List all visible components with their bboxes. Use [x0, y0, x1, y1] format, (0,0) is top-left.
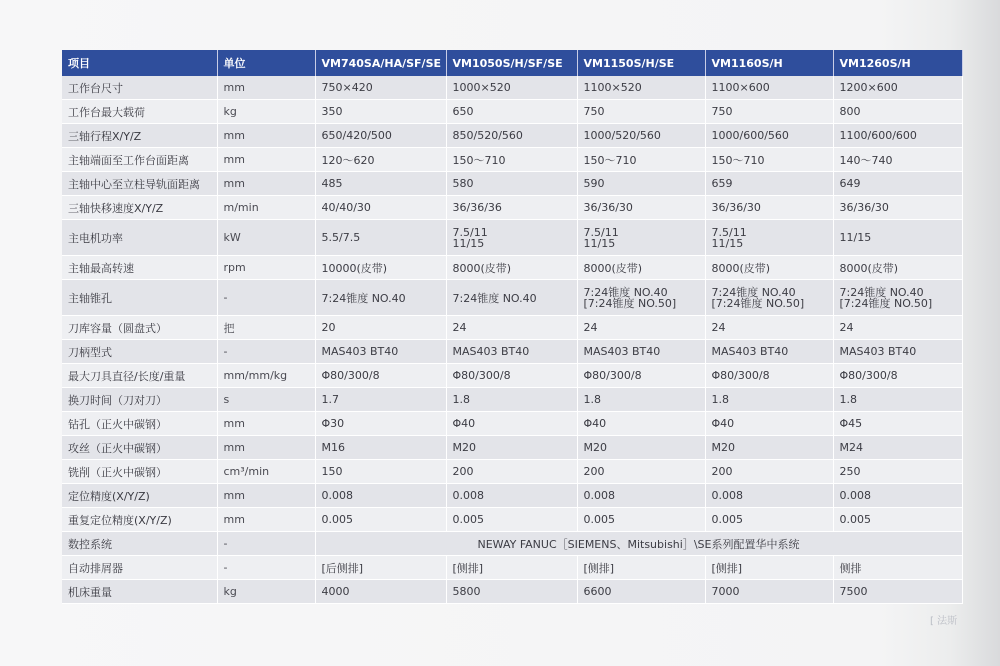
row-unit: -: [217, 280, 315, 316]
cell-line: 11/15: [583, 236, 616, 250]
cell-line: 7:24锥度 NO.40: [583, 285, 668, 299]
row-item-label: 主轴锥孔: [62, 280, 217, 316]
table-cell: NEWAY FANUC［SIEMENS、Mitsubishi］\SE系列配置华中系统: [315, 532, 962, 556]
table-cell: Φ80/300/8: [833, 364, 962, 388]
row-unit: 把: [217, 316, 315, 340]
cell-line: 11/15: [452, 236, 485, 250]
table-row: [62, 124, 962, 148]
row-item-label: 换刀时间（刀对刀）: [62, 388, 217, 412]
table-cell: [后侧排]: [315, 556, 446, 580]
table-cell: 7000: [705, 580, 833, 604]
table-cell: Φ80/300/8: [315, 364, 446, 388]
table-cell: 8000(皮带): [446, 256, 577, 280]
table-cell: 150: [315, 460, 446, 484]
table-row: [62, 220, 962, 256]
table-cell: 590: [577, 172, 705, 196]
table-cell: 0.005: [833, 508, 962, 532]
column-header: VM1050S/H/SF/SE: [446, 50, 577, 76]
table-cell: [446, 220, 577, 256]
table-cell: [577, 280, 705, 316]
row-unit: s: [217, 388, 315, 412]
row-unit: mm: [217, 508, 315, 532]
row-unit: kg: [217, 100, 315, 124]
table-cell: MAS403 BT40: [833, 340, 962, 364]
table-cell: 750: [705, 100, 833, 124]
table-cell: MAS403 BT40: [577, 340, 705, 364]
table-cell: [577, 220, 705, 256]
row-unit: kg: [217, 580, 315, 604]
table-cell: 800: [833, 100, 962, 124]
table-cell: [446, 280, 577, 316]
cell-line: [7:24锥度 NO.50]: [711, 296, 805, 310]
table-cell: 1.7: [315, 388, 446, 412]
row-item-label: 三轴行程X/Y/Z: [62, 124, 217, 148]
cell-line: 7.5/11: [583, 225, 619, 239]
table-cell: [侧排]: [705, 556, 833, 580]
table-cell: 5800: [446, 580, 577, 604]
table-cell: 6600: [577, 580, 705, 604]
table-cell: 8000(皮带): [705, 256, 833, 280]
table-cell: M20: [446, 436, 577, 460]
row-unit: mm: [217, 124, 315, 148]
table-row: [62, 256, 962, 280]
cell-line: 7:24锥度 NO.40: [839, 285, 924, 299]
table-cell: 10000(皮带): [315, 256, 446, 280]
spec-table: [62, 50, 963, 604]
table-cell: 150～710: [705, 148, 833, 172]
table-row: [62, 580, 962, 604]
table-cell: 120～620: [315, 148, 446, 172]
table-cell: 0.008: [577, 484, 705, 508]
row-item-label: 主电机功率: [62, 220, 217, 256]
cell-line: 7.5/11: [711, 225, 747, 239]
table-cell: [833, 220, 962, 256]
table-row: [62, 100, 962, 124]
table-cell: 1200×600: [833, 76, 962, 100]
row-item-label: 钻孔（正火中碳钢）: [62, 412, 217, 436]
table-cell: 250: [833, 460, 962, 484]
cell-line: 5.5/7.5: [321, 231, 361, 244]
table-cell: 1.8: [833, 388, 962, 412]
row-unit: rpm: [217, 256, 315, 280]
table-row: [62, 148, 962, 172]
table-cell: M16: [315, 436, 446, 460]
table-cell: 140～740: [833, 148, 962, 172]
table-cell: 850/520/560: [446, 124, 577, 148]
table-row: [62, 532, 962, 556]
table-cell: 485: [315, 172, 446, 196]
table-cell: [侧排]: [577, 556, 705, 580]
table-cell: 150～710: [446, 148, 577, 172]
table-cell: Φ80/300/8: [705, 364, 833, 388]
table-cell: 1.8: [446, 388, 577, 412]
table-row: [62, 316, 962, 340]
row-item-label: 主轴端面至工作台面距离: [62, 148, 217, 172]
table-cell: 7500: [833, 580, 962, 604]
table-cell: 0.005: [446, 508, 577, 532]
row-item-label: 最大刀具直径/长度/重量: [62, 364, 217, 388]
table-cell: 650/420/500: [315, 124, 446, 148]
row-unit: mm: [217, 484, 315, 508]
row-item-label: 工作台最大载荷: [62, 100, 217, 124]
table-cell: 36/36/30: [705, 196, 833, 220]
table-row: [62, 436, 962, 460]
table-cell: 750: [577, 100, 705, 124]
table-cell: [315, 280, 446, 316]
table-cell: MAS403 BT40: [315, 340, 446, 364]
column-header: 项目: [62, 50, 217, 76]
table-row: [62, 412, 962, 436]
row-item-label: 主轴中心至立柱导轨面距离: [62, 172, 217, 196]
table-cell: 20: [315, 316, 446, 340]
row-item-label: 定位精度(X/Y/Z): [62, 484, 217, 508]
table-cell: 580: [446, 172, 577, 196]
table-cell: [705, 280, 833, 316]
table-cell: Φ80/300/8: [577, 364, 705, 388]
table-cell: 1100/600/600: [833, 124, 962, 148]
table-cell: 1000×520: [446, 76, 577, 100]
row-unit: -: [217, 532, 315, 556]
table-row: [62, 172, 962, 196]
row-item-label: 攻丝（正火中碳钢）: [62, 436, 217, 460]
cell-line: 7:24锥度 NO.40: [711, 285, 796, 299]
row-unit: mm: [217, 436, 315, 460]
table-cell: Φ45: [833, 412, 962, 436]
cell-line: 7:24锥度 NO.40: [321, 291, 406, 305]
row-unit: mm: [217, 172, 315, 196]
table-cell: 0.005: [705, 508, 833, 532]
table-cell: 0.008: [446, 484, 577, 508]
row-item-label: 三轴快移速度X/Y/Z: [62, 196, 217, 220]
table-cell: 0.005: [315, 508, 446, 532]
table-cell: 36/36/30: [577, 196, 705, 220]
row-item-label: 机床重量: [62, 580, 217, 604]
table-cell: 750×420: [315, 76, 446, 100]
row-item-label: 主轴最高转速: [62, 256, 217, 280]
table-cell: [705, 220, 833, 256]
row-unit: mm: [217, 76, 315, 100]
column-header: VM1260S/H: [833, 50, 962, 76]
table-cell: M24: [833, 436, 962, 460]
table-cell: MAS403 BT40: [446, 340, 577, 364]
table-row: [62, 484, 962, 508]
table-cell: 侧排: [833, 556, 962, 580]
row-item-label: 铣削（正火中碳钢）: [62, 460, 217, 484]
table-cell: Φ30: [315, 412, 446, 436]
column-header: VM740SA/HA/SF/SE: [315, 50, 446, 76]
table-cell: 24: [446, 316, 577, 340]
table-cell: 0.008: [315, 484, 446, 508]
table-cell: MAS403 BT40: [705, 340, 833, 364]
table-cell: 659: [705, 172, 833, 196]
table-cell: 1.8: [705, 388, 833, 412]
table-header-row: [62, 50, 962, 76]
table-cell: 649: [833, 172, 962, 196]
table-cell: Φ80/300/8: [446, 364, 577, 388]
cell-line: 11/15: [711, 236, 744, 250]
table-row: [62, 340, 962, 364]
column-header: VM1150S/H/SE: [577, 50, 705, 76]
row-unit: -: [217, 340, 315, 364]
table-row: [62, 460, 962, 484]
table-row: [62, 280, 962, 316]
table-cell: [315, 220, 446, 256]
row-unit: kW: [217, 220, 315, 256]
row-unit: mm: [217, 148, 315, 172]
table-row: [62, 196, 962, 220]
row-unit: mm: [217, 412, 315, 436]
cell-line: [7:24锥度 NO.50]: [583, 296, 677, 310]
table-cell: 0.008: [705, 484, 833, 508]
table-cell: 24: [705, 316, 833, 340]
table-cell: 1000/520/560: [577, 124, 705, 148]
table-cell: Φ40: [446, 412, 577, 436]
column-header: 单位: [217, 50, 315, 76]
table-cell: [侧排]: [446, 556, 577, 580]
row-item-label: 数控系统: [62, 532, 217, 556]
table-row: [62, 76, 962, 100]
table-cell: 24: [577, 316, 705, 340]
cell-line: 7.5/11: [452, 225, 488, 239]
table-cell: 1000/600/560: [705, 124, 833, 148]
table-cell: M20: [705, 436, 833, 460]
table-cell: 8000(皮带): [577, 256, 705, 280]
row-unit: m/min: [217, 196, 315, 220]
table-cell: 1.8: [577, 388, 705, 412]
table-cell: 350: [315, 100, 446, 124]
column-header: VM1160S/H: [705, 50, 833, 76]
cell-line: 7:24锥度 NO.40: [452, 291, 537, 305]
table-row: [62, 508, 962, 532]
table-cell: 36/36/30: [833, 196, 962, 220]
table-row: [62, 556, 962, 580]
row-item-label: 重复定位精度(X/Y/Z): [62, 508, 217, 532]
table-row: [62, 364, 962, 388]
table-cell: 1100×520: [577, 76, 705, 100]
footer-mark: [ 法斯: [930, 616, 958, 627]
row-unit: -: [217, 556, 315, 580]
table-cell: [833, 280, 962, 316]
row-unit: mm/mm/kg: [217, 364, 315, 388]
table-row: [62, 388, 962, 412]
table-cell: 200: [705, 460, 833, 484]
row-item-label: 刀柄型式: [62, 340, 217, 364]
row-item-label: 刀库容量（圆盘式）: [62, 316, 217, 340]
table-cell: 150～710: [577, 148, 705, 172]
table-cell: M20: [577, 436, 705, 460]
row-item-label: 自动排屑器: [62, 556, 217, 580]
table-cell: 1100×600: [705, 76, 833, 100]
table-cell: 0.005: [577, 508, 705, 532]
row-unit: cm³/min: [217, 460, 315, 484]
row-item-label: 工作台尺寸: [62, 76, 217, 100]
table-cell: 24: [833, 316, 962, 340]
cell-line: [7:24锥度 NO.50]: [839, 296, 933, 310]
table-cell: Φ40: [577, 412, 705, 436]
table-cell: Φ40: [705, 412, 833, 436]
table-cell: 40/40/30: [315, 196, 446, 220]
table-cell: 650: [446, 100, 577, 124]
table-cell: 4000: [315, 580, 446, 604]
table-cell: 200: [446, 460, 577, 484]
table-cell: 8000(皮带): [833, 256, 962, 280]
table-body: [62, 76, 962, 604]
cell-line: 11/15: [839, 231, 872, 244]
table-cell: 0.008: [833, 484, 962, 508]
table-cell: 200: [577, 460, 705, 484]
table-cell: 36/36/36: [446, 196, 577, 220]
